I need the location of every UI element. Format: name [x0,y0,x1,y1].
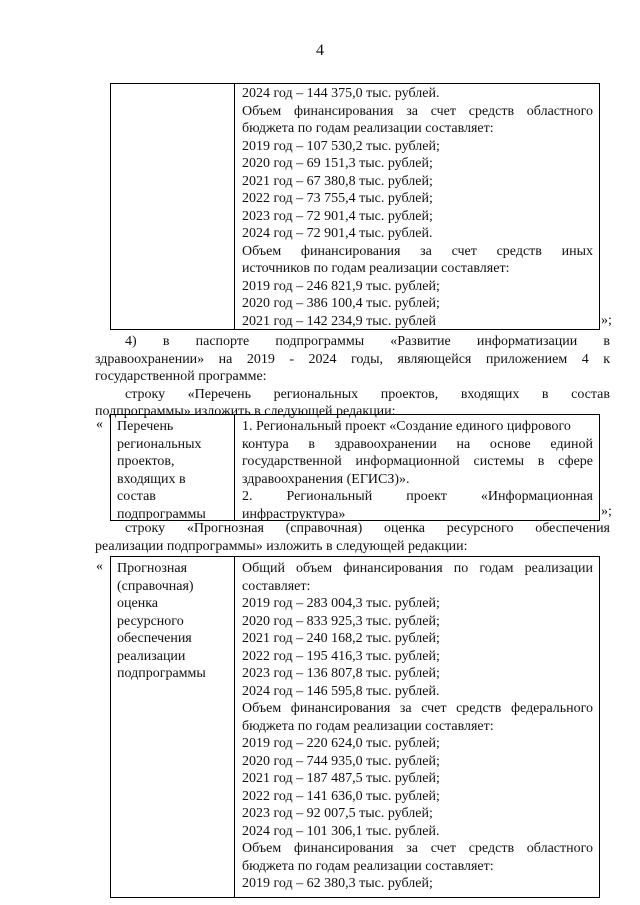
row-header-line: Прогнозная [117,561,188,576]
closing-quote: »; [601,313,612,328]
row-header-line: подпрограммы [117,506,206,522]
project-line: государственной информационной системы в сфере [242,454,593,469]
project-line: инфраструктура» [242,506,346,522]
row-header-line: входящих в [117,471,186,487]
funding-line: Общий объем финансирования по годам реализации [242,561,593,576]
funding-line: 2019 год – 283 004,3 тыс. рублей; [242,596,440,611]
funding-line: 2024 год – 101 306,1 тыс. рублей. [242,823,440,839]
paragraph-line: реализации подпрограммы» изложить в следующей редакции: [95,538,468,554]
row-header [117,560,206,683]
paragraph-line: строку «Перечень региональных проектов, входящих в состав [125,386,610,402]
instruction-paragraph [95,333,610,421]
funding-line: 2022 год – 195 416,3 тыс. рублей; [242,648,440,664]
funding-line: 2021 год – 187 487,5 тыс. рублей; [242,771,440,786]
funding-line: 2021 год – 240 168,2 тыс. рублей; [242,631,440,646]
row-header [117,418,206,523]
funding-line: бюджета по годам реализации составляет: [242,121,494,136]
funding-line: Объем финансирования за счет средств федерального [242,701,593,716]
project-line: здравоохранения (ЕГИСЗ)». [242,471,410,487]
funding-line: 2019 год – 246 821,9 тыс. рублей; [242,278,440,294]
funding-line: 2024 год – 146 595,8 тыс. рублей. [242,683,440,699]
paragraph-line: строку «Прогнозная (справочная) оценка ресурсного обеспечения [125,521,610,536]
column-divider [234,557,235,897]
funding-lines [242,85,593,330]
paragraph-line: подпрограммы» изложить в следующей редакции: [95,404,396,419]
funding-line: 2024 год – 72 901,4 тыс. рублей. [242,226,433,241]
project-line: 1. Региональный проект «Создание единого цифрового [242,419,571,434]
funding-line: 2019 год – 107 530,2 тыс. рублей; [242,138,440,154]
instruction-paragraph [95,520,610,555]
funding-line: Объем финансирования за счет средств иных [242,243,593,259]
closing-quote: »; [601,504,612,519]
row-header-line: ресурсного [117,613,184,629]
paragraph-line: здравоохранении» на 2019 - 2024 годы, являющейся приложением 4 к [95,351,610,367]
paragraph-line: государственной программе: [95,369,267,384]
resource-estimate-table [110,556,600,898]
funding-lines [242,560,593,893]
funding-line: 2021 год – 142 234,9 тыс. рублей [242,313,436,329]
funding-line: 2019 год – 220 624,0 тыс. рублей; [242,736,440,751]
funding-line: 2020 год – 69 151,3 тыс. рублей; [242,156,433,171]
funding-line: 2021 год – 67 380,8 тыс. рублей; [242,173,433,189]
project-line: 2. Региональный проект «Информационная [242,489,593,504]
row-header-line: обеспечения [117,631,192,646]
row-header-line: реализации [117,648,186,664]
funding-line: бюджета по годам реализации составляет: [242,718,494,734]
column-divider [234,84,235,329]
funding-line: 2020 год – 833 925,3 тыс. рублей; [242,613,440,629]
funding-line: Объем финансирования за счет средств областного [242,841,593,856]
funding-line: 2020 год – 386 100,4 тыс. рублей; [242,296,440,311]
row-header-line: (справочная) [117,578,194,594]
funding-table-continuation [110,83,600,330]
funding-line: 2024 год – 144 375,0 тыс. рублей. [242,86,440,101]
row-header-line: проектов, [117,454,175,469]
funding-line: 2023 год – 92 007,5 тыс. рублей; [242,806,433,821]
funding-line: 2022 год – 73 755,4 тыс. рублей; [242,191,433,206]
paragraph-line: 4) в паспорте подпрограммы «Развитие информатизации в [125,334,610,349]
regional-projects-table [110,414,600,521]
funding-line: 2019 год – 62 380,3 тыс. рублей; [242,876,433,891]
row-header-line: состав [117,489,156,504]
column-divider [234,415,235,520]
opening-quote: « [96,417,103,432]
row-header-line: оценка [117,596,159,611]
funding-line: составляет: [242,578,311,594]
funding-line: бюджета по годам реализации составляет: [242,858,494,874]
funding-line: 2023 год – 136 807,8 тыс. рублей; [242,666,440,681]
opening-quote: « [96,559,103,574]
row-header-line: Перечень [117,419,174,434]
row-header-line: подпрограммы [117,666,206,681]
projects-list [242,418,593,523]
row-header-line: региональных [117,436,202,452]
funding-line: источников по годам реализации составляет: [242,261,510,276]
funding-line: 2022 год – 141 636,0 тыс. рублей; [242,788,440,804]
funding-line: 2023 год – 72 901,4 тыс. рублей; [242,208,433,224]
funding-line: Объем финансирования за счет средств областного [242,103,593,119]
funding-line: 2020 год – 744 935,0 тыс. рублей; [242,753,440,769]
page-number: 4 [316,42,324,59]
project-line: контура в здравоохранении на основе единой [242,436,593,452]
